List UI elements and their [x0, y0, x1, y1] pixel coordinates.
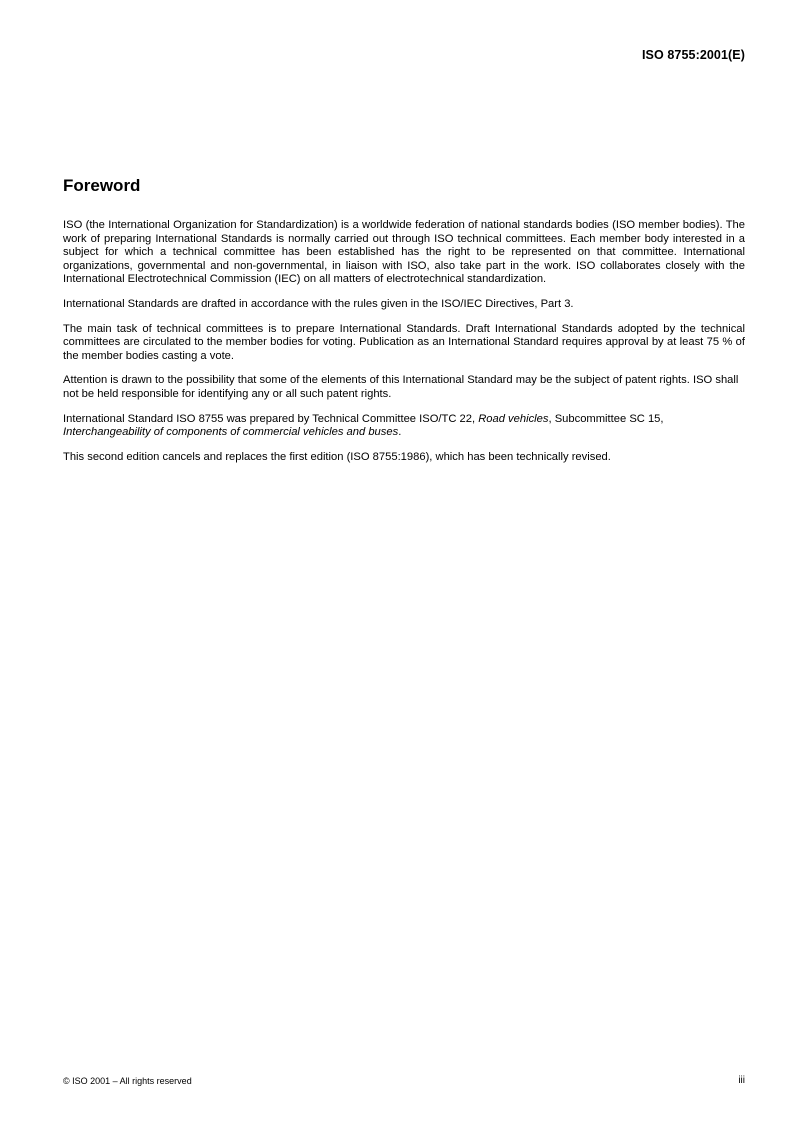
page-title: Foreword [63, 176, 141, 195]
footer-copyright: © ISO 2001 – All rights reserved [63, 1076, 192, 1086]
committee-name: Road vehicles [478, 412, 549, 425]
paragraph-iso-intro: ISO (the International Organization for Standardization) is a worldwide federation of national standards bodies (ISO member bodies). The work of preparing International Standards is normally carried out through ISO technical committees. Each member body interested in a subject for which a technical committee has been established has the right to be represented on that committee. International organizations, governmental and non-governmental, in liaison with ISO, also take part in the work. ISO collaborates closely with the International Electrotechnical Commission (IEC) on all matters of electrotechnical standardization. [63, 219, 745, 286]
paragraph-committees-task: The main task of technical committees is to prepare International Standards. Draft International Standards adopted by the technical committees are circulated to the member bodies for voting. Publication as an International Standard requires approval by at least 75 % of the member bodies casting a vote. [63, 322, 745, 362]
foreword-body [63, 219, 745, 475]
prepared-by-text-1: International Standard ISO 8755 was prepared by Technical Committee ISO/TC 22, [63, 412, 479, 425]
subcommittee-name: Interchangeability of components of commercial vehicles and buses [63, 426, 399, 439]
footer-page-number: iii [738, 1075, 745, 1086]
paragraph-edition-note: This second edition cancels and replaces the first edition (ISO 8755:1986), which has been technically revised. [63, 450, 611, 463]
prepared-by-text-2: , Subcommittee SC 15, [548, 412, 664, 425]
paragraph-patent-rights: Attention is drawn to the possibility that some of the elements of this International Standard may be the subject of patent rights. ISO shall not be held responsible for identifying any or all such patent rights. [63, 374, 739, 400]
document-reference: ISO 8755:2001(E) [641, 48, 745, 62]
paragraph-prepared-by [63, 413, 745, 440]
paragraph-directives: International Standards are drafted in accordance with the rules given in the ISO/IEC Directives, Part 3. [63, 297, 574, 310]
prepared-by-text-3: . [398, 426, 402, 439]
